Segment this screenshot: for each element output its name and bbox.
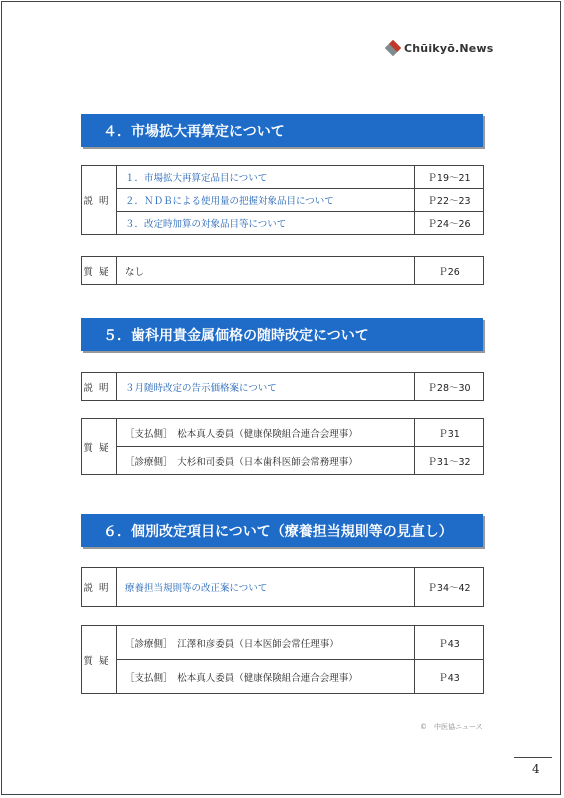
list-item: ［診療側］ 江澤和彦委員（日本医師会常任理事）	[117, 626, 415, 660]
logo-mark-icon	[386, 41, 400, 55]
list-item: ３．改定時加算の対象品目等について	[117, 212, 415, 235]
section-4-explain-table	[81, 165, 484, 235]
section-5-explain-table	[81, 372, 484, 401]
section-6-qa-table	[81, 625, 484, 694]
list-item: ２．ＮＤＢによる使用量の把握対象品目について	[117, 189, 415, 212]
chuikyo-news-logo	[386, 38, 496, 58]
table-row	[82, 373, 484, 401]
table-row	[82, 568, 484, 607]
page-number: 4	[532, 762, 540, 776]
page-ref: Ｐ22～23	[415, 189, 484, 212]
list-item: ３月随時改定の告示価格案について	[117, 373, 415, 401]
page-ref: Ｐ34～42	[415, 568, 484, 607]
page-ref: Ｐ31	[415, 419, 484, 447]
section-5-qa-table	[81, 418, 484, 475]
explain-label: 説明	[82, 568, 117, 607]
explain-label: 説明	[82, 373, 117, 401]
table-row	[82, 419, 484, 447]
page-ref: Ｐ43	[415, 626, 484, 660]
page-ref: Ｐ43	[415, 660, 484, 694]
list-item: ［支払側］ 松本真人委員（健康保険組合連合会理事）	[117, 419, 415, 447]
section-4-qa-table	[81, 256, 484, 285]
table-row	[82, 166, 484, 189]
section-5-header: ５．歯科用貴金属価格の随時改定について	[81, 318, 483, 351]
page-number-rule	[514, 757, 552, 758]
qa-label: 質疑	[82, 257, 117, 285]
list-item: なし	[117, 257, 415, 285]
page-ref: Ｐ26	[415, 257, 484, 285]
qa-label: 質疑	[82, 626, 117, 694]
table-row	[82, 626, 484, 660]
section-6-header: ６．個別改定項目について（療養担当規則等の見直し）	[81, 514, 483, 547]
list-item: ［支払側］ 松本真人委員（健康保険組合連合会理事）	[117, 660, 415, 694]
page-ref: Ｐ31～32	[415, 447, 484, 475]
table-row	[82, 212, 484, 235]
section-6-explain-table	[81, 567, 484, 607]
page-ref: Ｐ24～26	[415, 212, 484, 235]
table-row	[82, 189, 484, 212]
table-row	[82, 257, 484, 285]
list-item: 療養担当規則等の改正案について	[117, 568, 415, 607]
table-row	[82, 447, 484, 475]
page-ref: Ｐ19～21	[415, 166, 484, 189]
page-ref: Ｐ28～30	[415, 373, 484, 401]
list-item: ［診療側］ 大杉和司委員（日本歯科医師会常務理事）	[117, 447, 415, 475]
qa-label: 質疑	[82, 419, 117, 475]
section-4-header: ４．市場拡大再算定について	[81, 114, 483, 147]
copyright-text: © 中医協ニュース	[420, 723, 483, 731]
logo-text: Chūikyō.News	[404, 41, 494, 55]
table-row	[82, 660, 484, 694]
list-item: １．市場拡大再算定品目について	[117, 166, 415, 189]
explain-label: 説明	[82, 166, 117, 235]
